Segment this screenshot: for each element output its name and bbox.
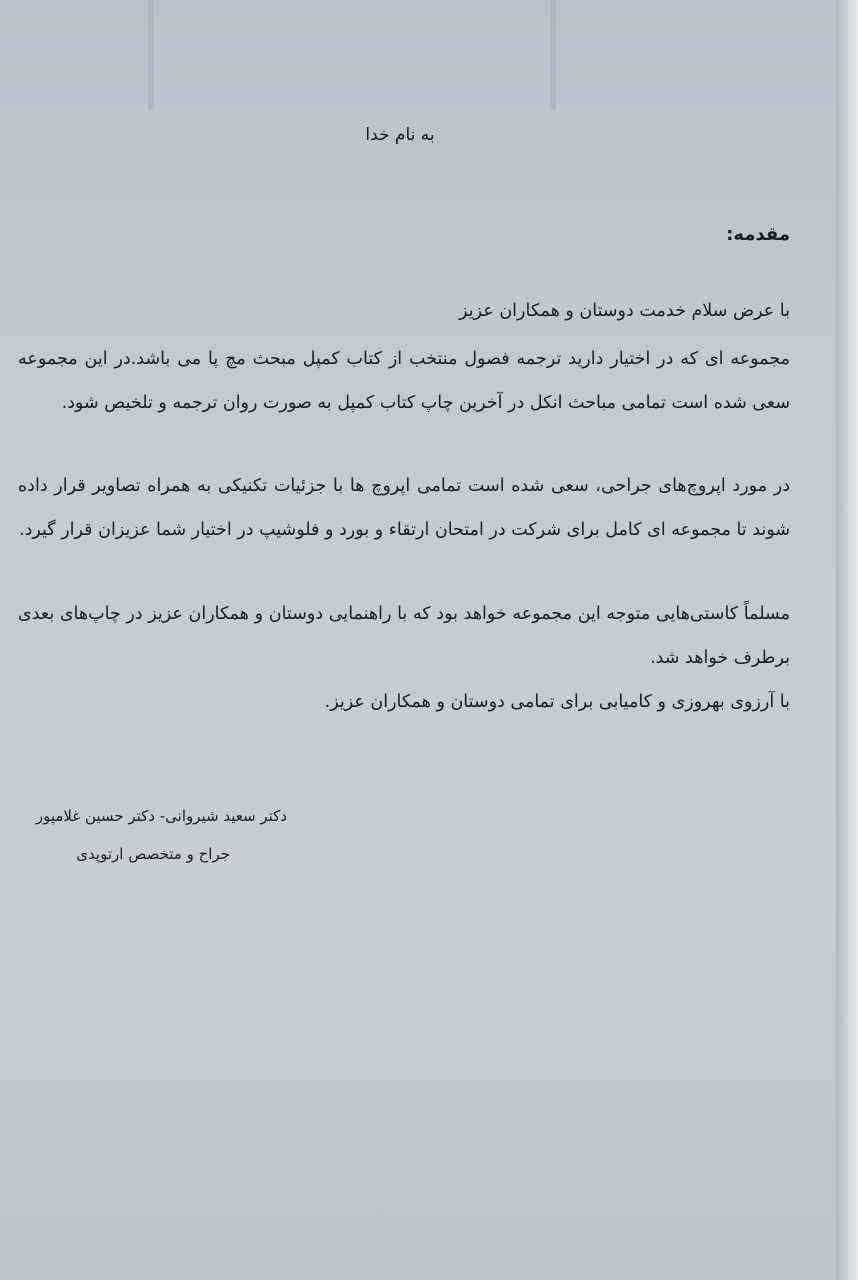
show-through-mark — [148, 0, 154, 110]
section-heading: مقدمه: — [726, 224, 790, 245]
paragraph-approaches: در مورد اپروچ‌های جراحی، سعی شده است تمامی اپروچ ها با جزئیات تکنیکی به همراه تصاویر قرار داده شوند تا مجموعه ای کامل برای شرکت در امتحان ارتقاء و بورد و فلوشیپ در اختیار شما عزیزان قرار گیرد. — [18, 476, 790, 540]
page-edge — [836, 0, 858, 1280]
signature-names: دکتر سعید شیروانی- دکتر حسین غلامپور — [35, 807, 287, 825]
paragraph-shortcomings: مسلماً کاستی‌هایی متوجه این مجموعه خواهد بود که با راهنمایی دوستان و همکاران عزیز در چاپ‌های بعدی برطرف خواهد شد. — [18, 604, 790, 668]
show-through-mark — [550, 0, 556, 110]
paragraph-intro: مجموعه ای که در اختیار دارید ترجمه فصول منتخب از کتاب کمپل مبحث مچ پا می باشد.در این مجموعه سعی شده است تمامی مباحث انکل در آخرین چاپ کتاب کمپل به صورت روان ترجمه و تلخیص شود. — [18, 349, 790, 413]
closing-line: با آرزوی بهروزی و کامیابی برای تمامی دوستان و همکاران عزیز. — [324, 692, 790, 712]
page-title: به نام خدا — [365, 125, 435, 145]
greeting-line: با عرض سلام خدمت دوستان و همکاران عزیز — [459, 301, 790, 321]
signature-role: جراح و متخصص ارتوپدی — [76, 845, 230, 863]
